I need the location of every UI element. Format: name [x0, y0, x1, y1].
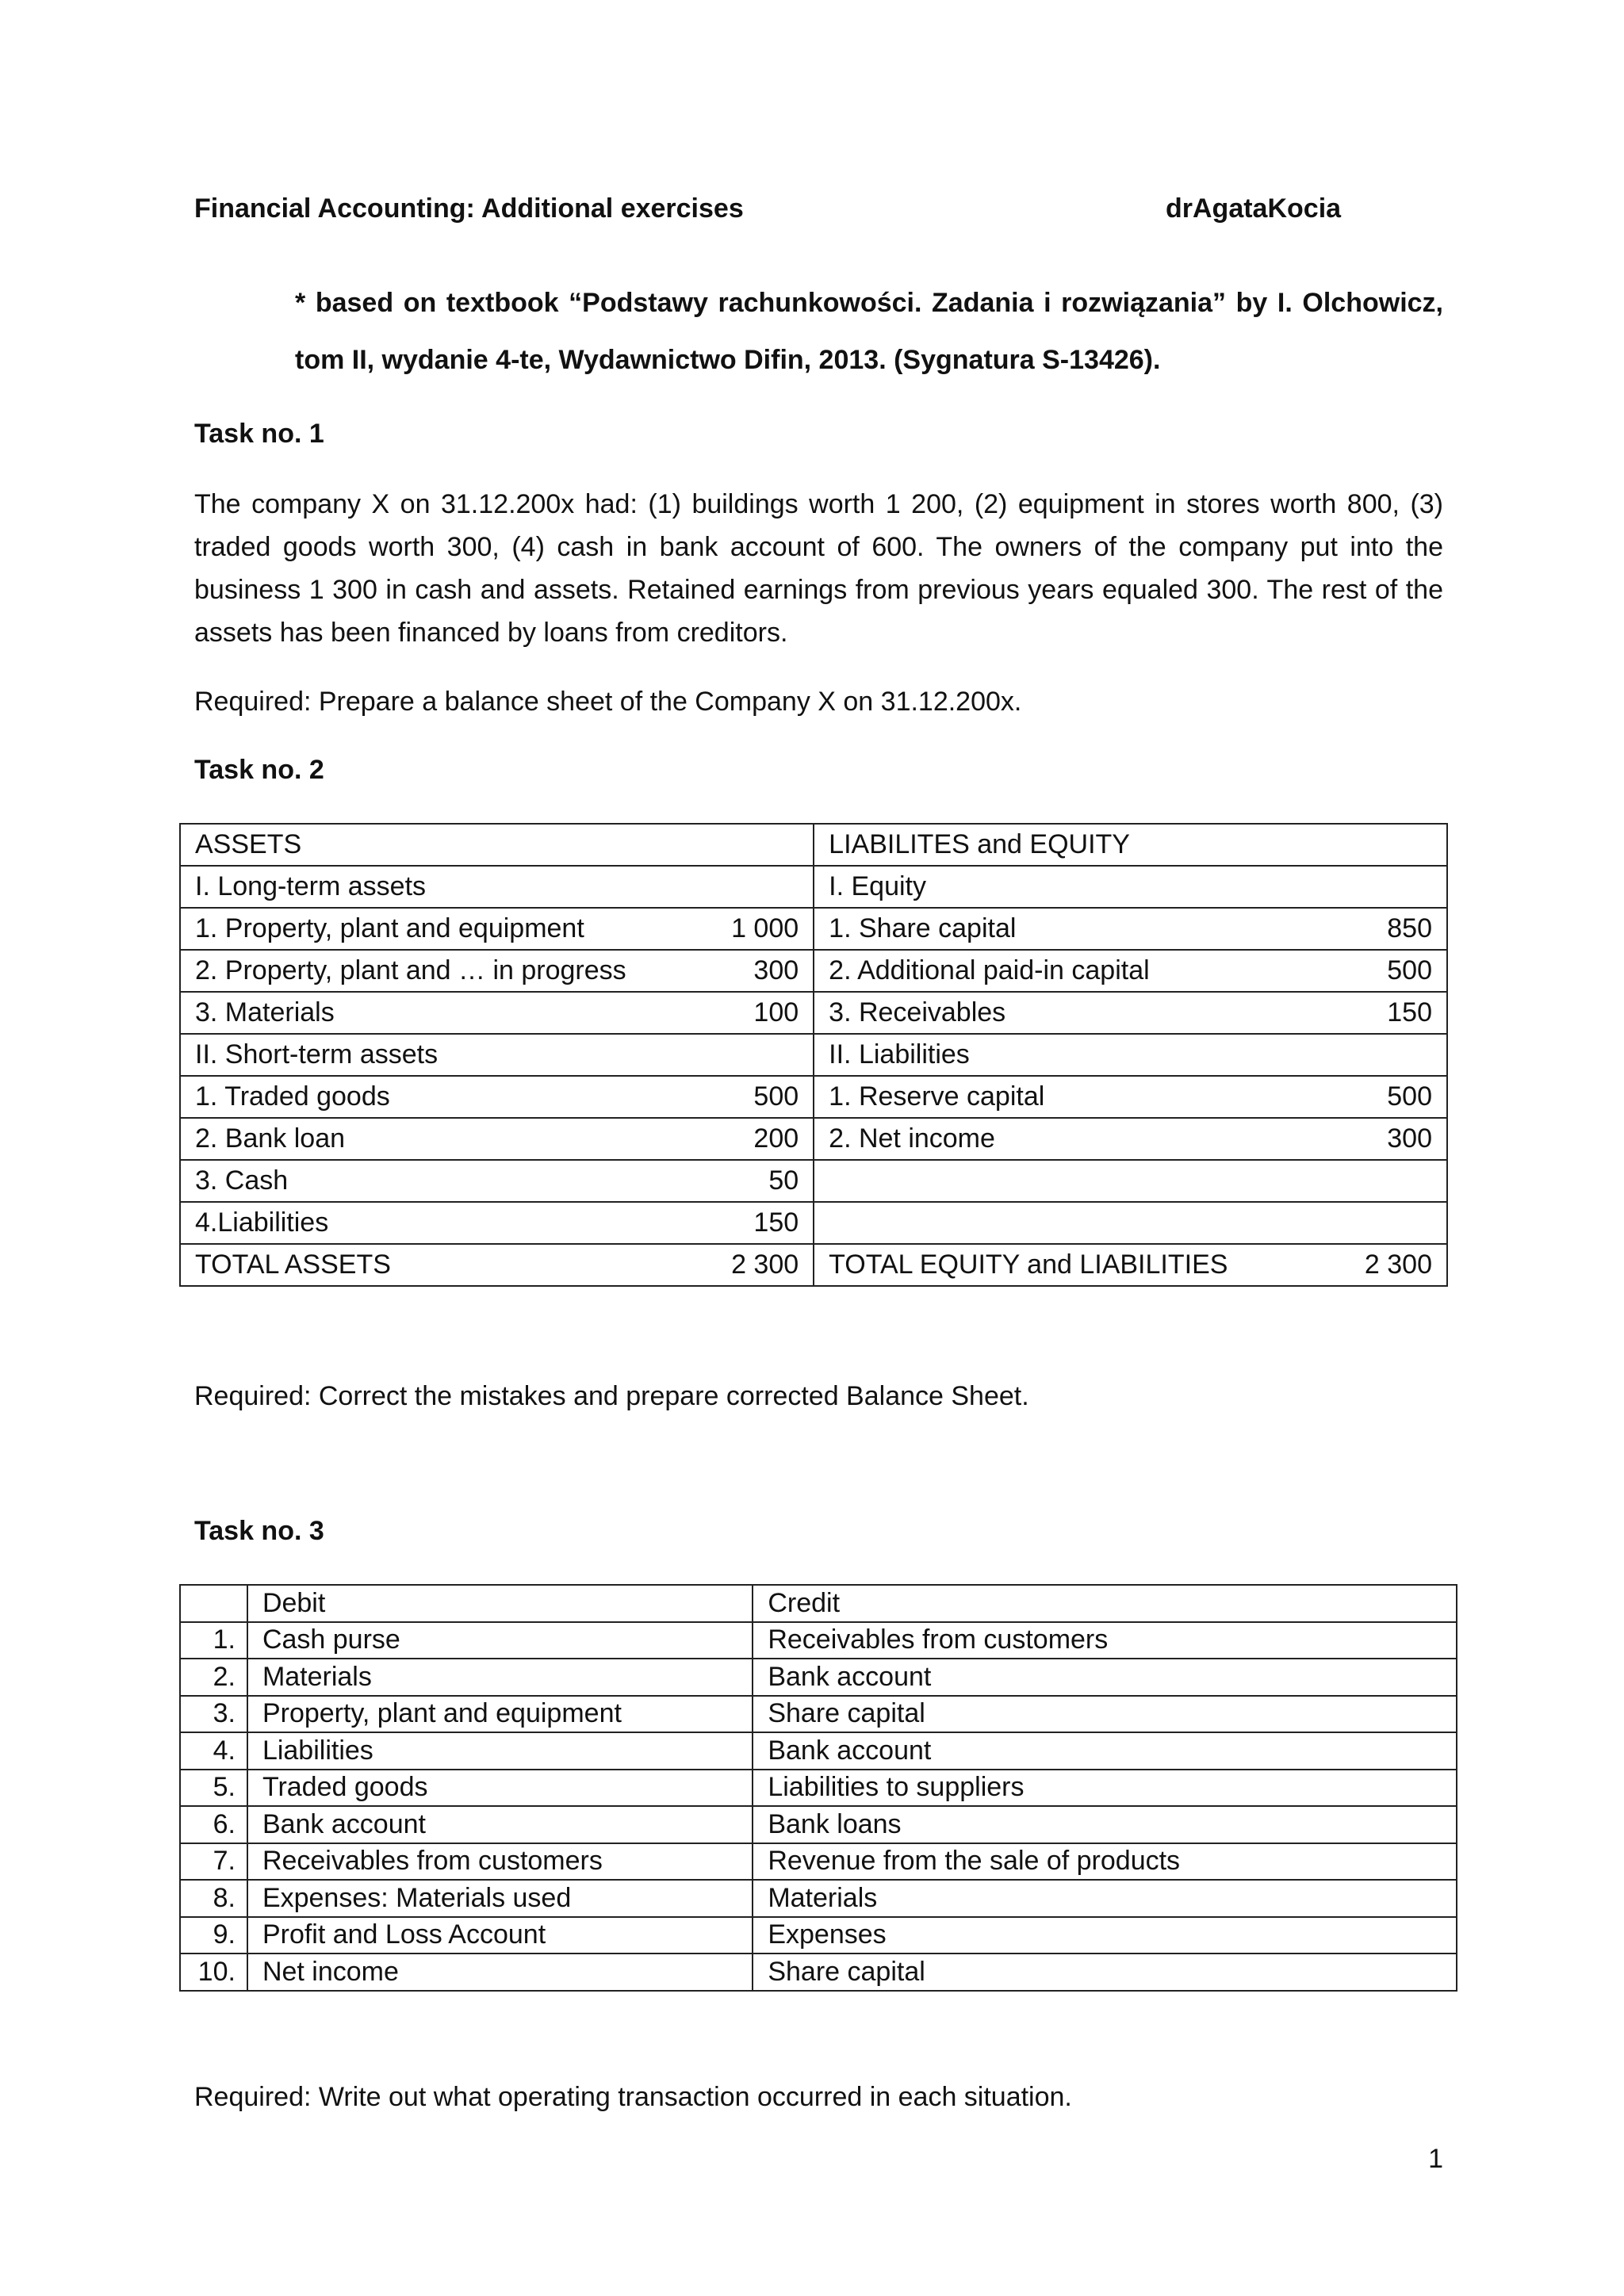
asset-value: 50: [687, 1160, 814, 1202]
journal-debit: Materials: [247, 1659, 753, 1696]
journal-row: [180, 1843, 1457, 1881]
journal-row: [180, 1770, 1457, 1807]
journal-index: 1.: [180, 1622, 247, 1659]
journal-index: 8.: [180, 1880, 247, 1917]
journal-debit: Expenses: Materials used: [247, 1880, 753, 1917]
task-1-required: Required: Prepare a balance sheet of the Company X on 31.12.200x.: [194, 687, 1022, 717]
asset-label: 3. Materials: [180, 992, 687, 1034]
balance-sheet-row: [180, 866, 1447, 908]
liability-label: II. Liabilities: [814, 1034, 1320, 1076]
journal-credit: Bank loans: [753, 1806, 1457, 1843]
liability-value: 500: [1320, 1076, 1447, 1118]
liability-label: 1. Reserve capital: [814, 1076, 1320, 1118]
balance-sheet-row: [180, 1076, 1447, 1118]
asset-label: II. Short-term assets: [180, 1034, 687, 1076]
journal-debit: Net income: [247, 1954, 753, 1991]
task-2-title: Task no. 2: [194, 755, 324, 785]
journal-index: 7.: [180, 1843, 247, 1881]
asset-value: 500: [687, 1076, 814, 1118]
liability-label: 1. Share capital: [814, 908, 1320, 950]
liability-value: 500: [1320, 950, 1447, 992]
journal-credit: Receivables from customers: [753, 1622, 1457, 1659]
liability-value: [1320, 1160, 1447, 1202]
liability-value: [1320, 866, 1447, 908]
journal-debit: Liabilities: [247, 1732, 753, 1770]
page-number: 1: [1428, 2144, 1443, 2174]
journal-row: [180, 1622, 1457, 1659]
journal-row: [180, 1954, 1457, 1991]
liability-value: [1320, 824, 1447, 866]
liability-label: 3. Receivables: [814, 992, 1320, 1034]
journal-debit: Bank account: [247, 1806, 753, 1843]
journal-row: [180, 1880, 1457, 1917]
liability-label: 2. Net income: [814, 1118, 1320, 1160]
asset-value: 100: [687, 992, 814, 1034]
balance-sheet-row: [180, 950, 1447, 992]
author-name: drAgataKocia: [1166, 193, 1342, 224]
task-1-title: Task no. 1: [194, 419, 324, 449]
journal-debit: Receivables from customers: [247, 1843, 753, 1881]
journal-row: [180, 1659, 1457, 1696]
journal-credit: Revenue from the sale of products: [753, 1843, 1457, 1881]
journal-credit: Bank account: [753, 1659, 1457, 1696]
journal-credit: Share capital: [753, 1696, 1457, 1733]
asset-label: I. Long-term assets: [180, 866, 687, 908]
asset-value: 150: [687, 1202, 814, 1244]
asset-label: 2. Bank loan: [180, 1118, 687, 1160]
journal-index: 5.: [180, 1770, 247, 1807]
journal-debit: Cash purse: [247, 1622, 753, 1659]
journal-row: [180, 1696, 1457, 1733]
liability-value: 300: [1320, 1118, 1447, 1160]
journal-header-index: [180, 1585, 247, 1622]
liability-label: I. Equity: [814, 866, 1320, 908]
asset-value: 2 300: [687, 1244, 814, 1286]
asset-label: 3. Cash: [180, 1160, 687, 1202]
task-3-required: Required: Write out what operating transaction occurred in each situation.: [194, 2082, 1072, 2112]
asset-label: 1. Property, plant and equipment: [180, 908, 687, 950]
journal-debit: Traded goods: [247, 1770, 753, 1807]
journal-credit: Materials: [753, 1880, 1457, 1917]
liability-value: [1320, 1202, 1447, 1244]
balance-sheet-row: [180, 1202, 1447, 1244]
liability-label: 2. Additional paid-in capital: [814, 950, 1320, 992]
balance-sheet-row: [180, 1118, 1447, 1160]
balance-sheet-row: [180, 1034, 1447, 1076]
journal-credit: Expenses: [753, 1917, 1457, 1954]
liability-value: 2 300: [1320, 1244, 1447, 1286]
asset-label: ASSETS: [180, 824, 687, 866]
asset-value: [687, 1034, 814, 1076]
journal-header-row: [180, 1585, 1457, 1622]
asset-value: 1 000: [687, 908, 814, 950]
liability-label: TOTAL EQUITY and LIABILITIES: [814, 1244, 1320, 1286]
journal-row: [180, 1732, 1457, 1770]
journal-row: [180, 1806, 1457, 1843]
journal-credit: Bank account: [753, 1732, 1457, 1770]
asset-label: 2. Property, plant and … in progress: [180, 950, 687, 992]
journal-credit: Share capital: [753, 1954, 1457, 1991]
asset-label: TOTAL ASSETS: [180, 1244, 687, 1286]
journal-debit: Property, plant and equipment: [247, 1696, 753, 1733]
liability-label: LIABILITES and EQUITY: [814, 824, 1320, 866]
journal-index: 9.: [180, 1917, 247, 1954]
journal-credit: Liabilities to suppliers: [753, 1770, 1457, 1807]
liability-value: 850: [1320, 908, 1447, 950]
balance-sheet-row: [180, 908, 1447, 950]
balance-sheet-row: [180, 1160, 1447, 1202]
asset-value: [687, 866, 814, 908]
asset-label: 4.Liabilities: [180, 1202, 687, 1244]
journal-debit: Profit and Loss Account: [247, 1917, 753, 1954]
journal-entries-table: [179, 1584, 1457, 1992]
journal-index: 3.: [180, 1696, 247, 1733]
liability-label: [814, 1160, 1320, 1202]
journal-row: [180, 1917, 1457, 1954]
balance-sheet-row: [180, 824, 1447, 866]
asset-value: [687, 824, 814, 866]
liability-value: 150: [1320, 992, 1447, 1034]
textbook-note: * based on textbook “Podstawy rachunkowości. Zadania i rozwiązania” by I. Olchowicz, tom II, wydanie 4-te, Wydawnictwo Difin, 2013. (Sygnatura S-13426).: [295, 288, 1443, 375]
asset-value: 200: [687, 1118, 814, 1160]
balance-sheet-row: [180, 992, 1447, 1034]
liability-value: [1320, 1034, 1447, 1076]
balance-sheet-table: [179, 823, 1448, 1287]
task-2-required: Required: Correct the mistakes and prepare corrected Balance Sheet.: [194, 1381, 1029, 1411]
journal-index: 4.: [180, 1732, 247, 1770]
document-title: Financial Accounting: Additional exercises: [194, 193, 744, 224]
journal-index: 10.: [180, 1954, 247, 1991]
journal-header-credit: Credit: [753, 1585, 1457, 1622]
task-1-text: The company X on 31.12.200x had: (1) buildings worth 1 200, (2) equipment in stores worth 800, (3) traded goods worth 300, (4) cash in bank account of 600. The owners of the company put into the business 1 300 in cash and assets. Retained earnings from previous years equaled 300. The rest of the assets has been financed by loans from creditors.: [194, 489, 1443, 648]
journal-header-debit: Debit: [247, 1585, 753, 1622]
task-3-title: Task no. 3: [194, 1516, 324, 1546]
asset-label: 1. Traded goods: [180, 1076, 687, 1118]
journal-index: 6.: [180, 1806, 247, 1843]
asset-value: 300: [687, 950, 814, 992]
liability-label: [814, 1202, 1320, 1244]
balance-sheet-row: [180, 1244, 1447, 1286]
journal-index: 2.: [180, 1659, 247, 1696]
